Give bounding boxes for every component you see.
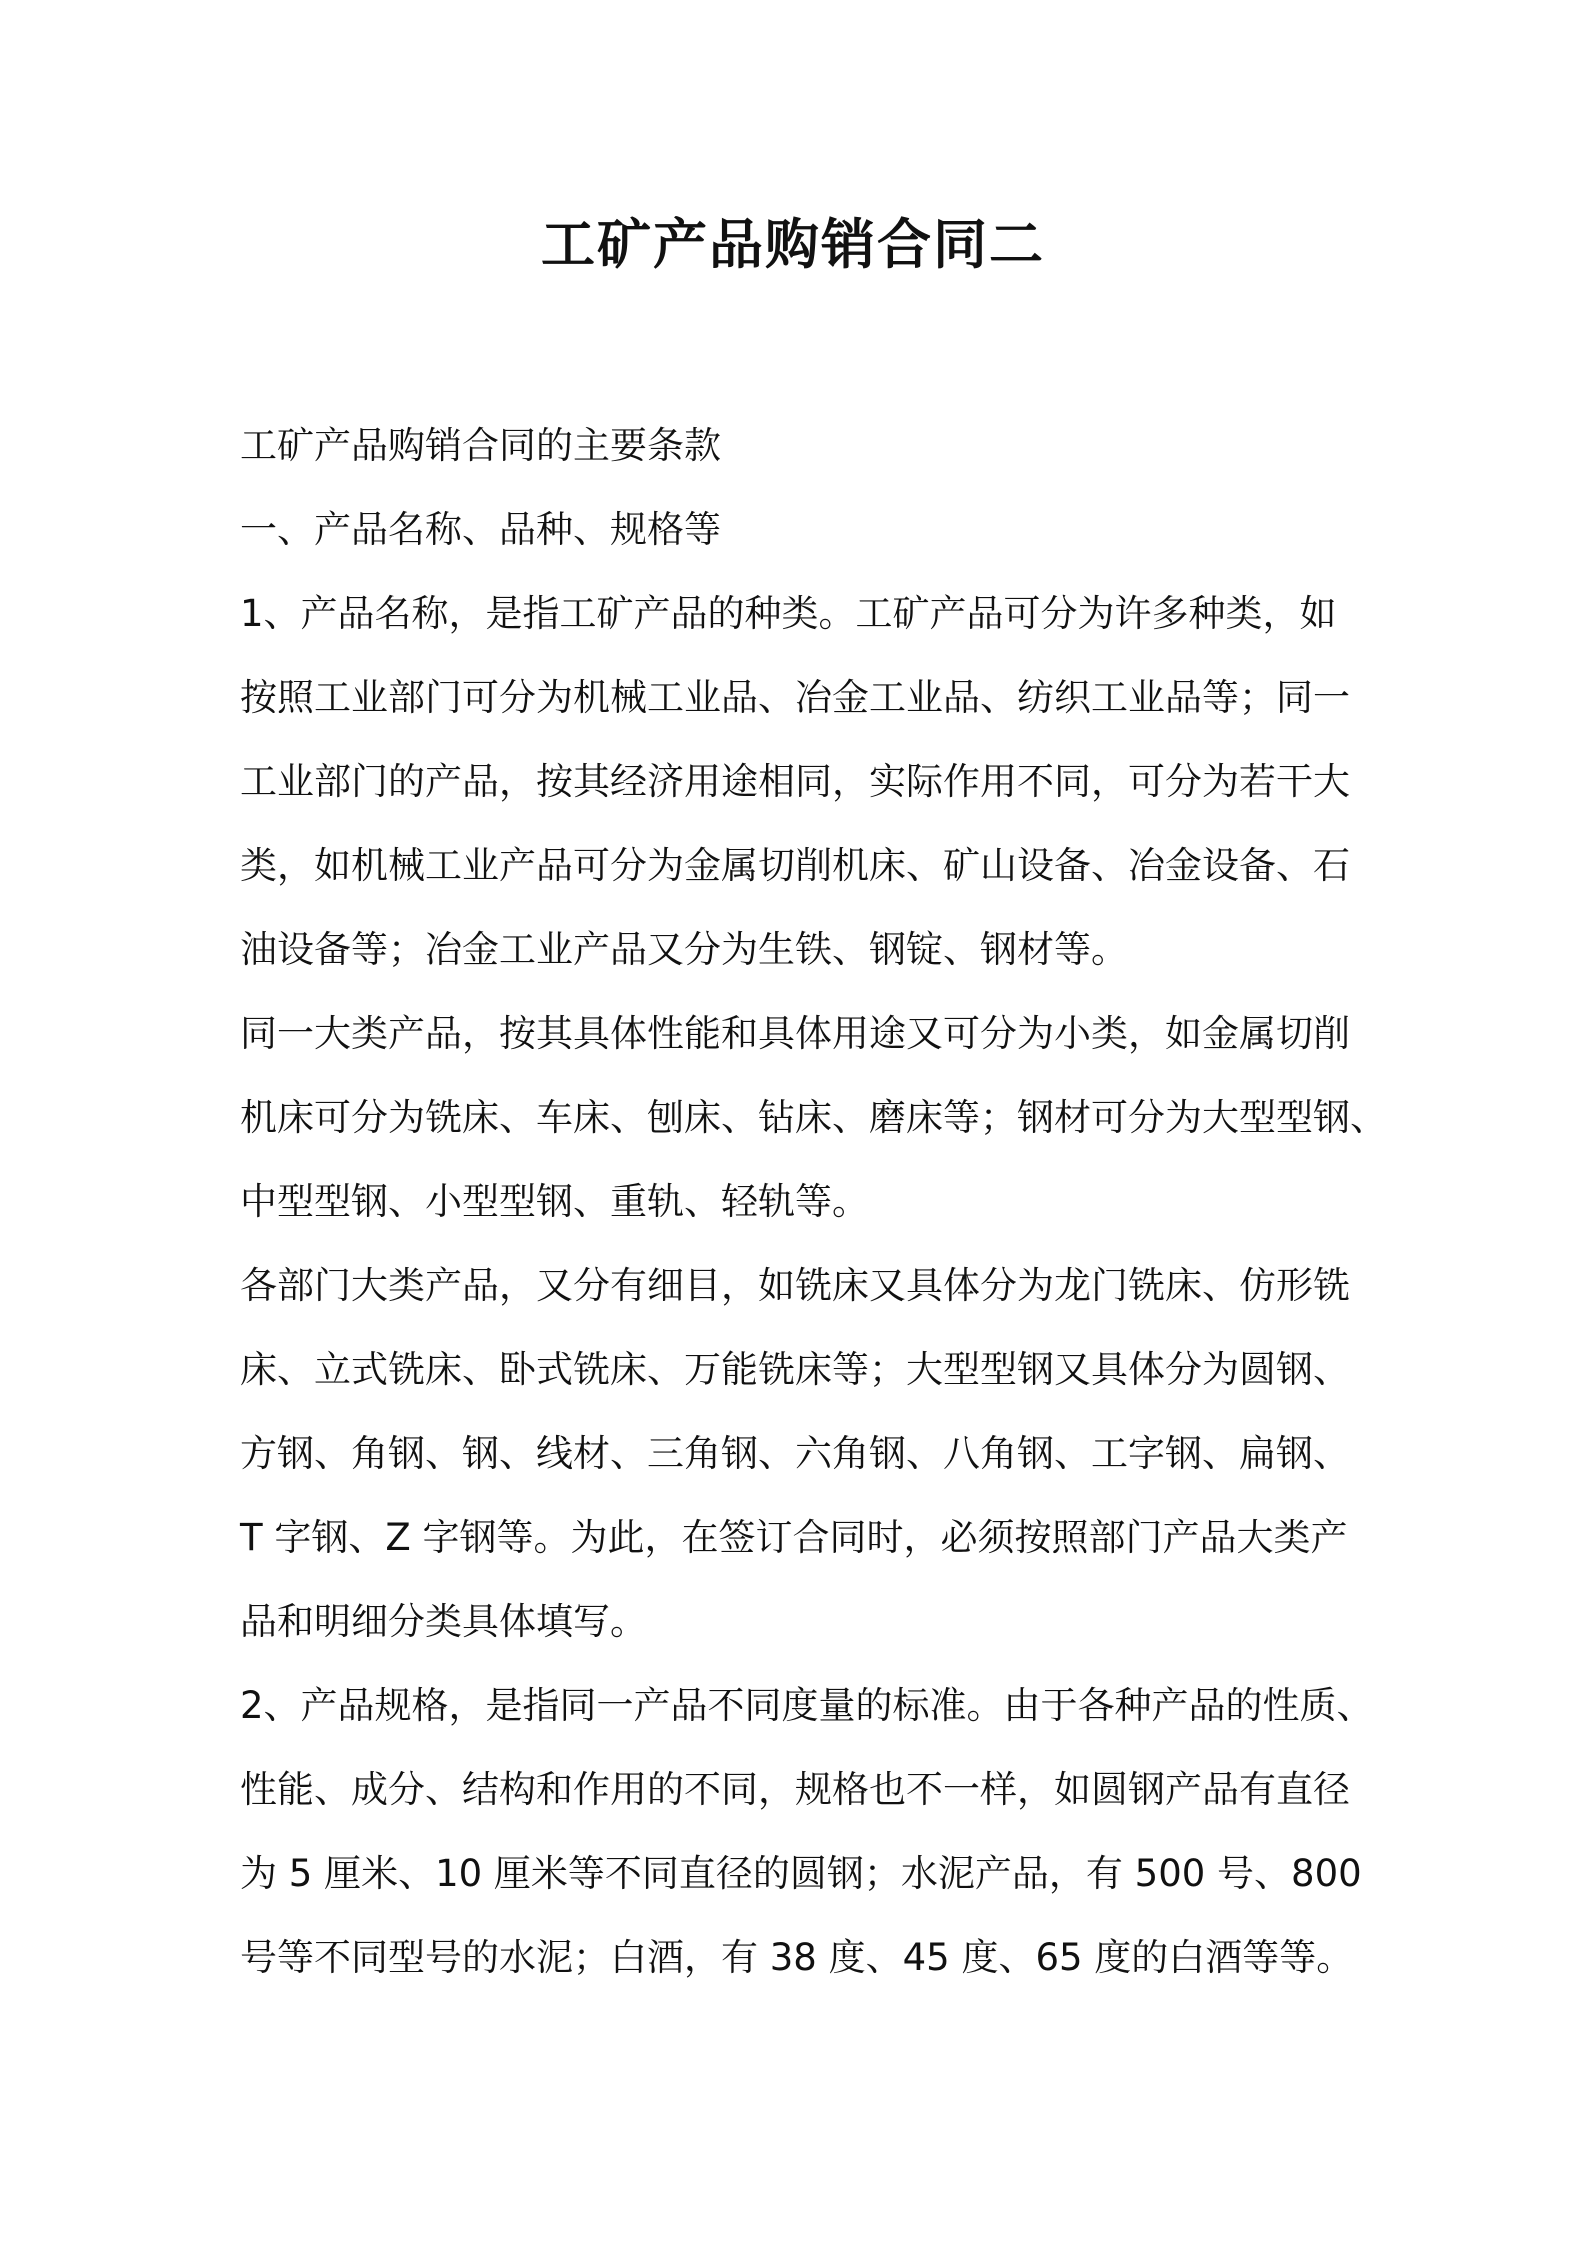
paragraph-line: 同一大类产品，按其具体性能和具体用途又可分为小类，如金属切削 <box>240 1012 1350 1055</box>
paragraph-line: 类，如机械工业产品可分为金属切削机床、矿山设备、冶金设备、石 <box>240 844 1350 887</box>
paragraph-line: 床、立式铣床、卧式铣床、万能铣床等；大型型钢又具体分为圆钢、 <box>240 1348 1350 1391</box>
section-heading: 工矿产品购销合同的主要条款 <box>240 424 721 467</box>
paragraph-line: 油设备等；冶金工业产品又分为生铁、钢锭、钢材等。 <box>240 928 1128 971</box>
paragraph-line: 性能、成分、结构和作用的不同，规格也不一样，如圆钢产品有直径 <box>240 1768 1350 1811</box>
paragraph-line: 按照工业部门可分为机械工业品、冶金工业品、纺织工业品等；同一 <box>240 676 1350 719</box>
document-body <box>240 404 1387 2000</box>
paragraph-line: T 字钢、Z 字钢等。为此，在签订合同时，必须按照部门产品大类产 <box>240 1516 1348 1559</box>
subsection-heading: 一、产品名称、品种、规格等 <box>240 508 721 551</box>
paragraph-line: 方钢、角钢、钢、线材、三角钢、六角钢、八角钢、工字钢、扁钢、 <box>240 1432 1350 1475</box>
paragraph-line: 各部门大类产品，又分有细目，如铣床又具体分为龙门铣床、仿形铣 <box>240 1264 1350 1307</box>
paragraph-line: 机床可分为铣床、车床、刨床、钻床、磨床等；钢材可分为大型型钢、 <box>240 1096 1387 1139</box>
paragraph-line: 品和明细分类具体填写。 <box>240 1600 647 1643</box>
paragraph-line: 号等不同型号的水泥；白酒，有 38 度、45 度、65 度的白酒等等。 <box>240 1936 1354 1979</box>
paragraph-line: 中型型钢、小型型钢、重轨、轻轨等。 <box>240 1180 869 1223</box>
paragraph-line: 为 5 厘米、10 厘米等不同直径的圆钢；水泥产品，有 500 号、800 <box>240 1852 1362 1895</box>
document-title: 工矿产品购销合同二 <box>541 213 1045 276</box>
paragraph-line: 2、产品规格，是指同一产品不同度量的标准。由于各种产品的性质、 <box>240 1684 1374 1727</box>
paragraph-line: 1、产品名称，是指工矿产品的种类。工矿产品可分为许多种类，如 <box>240 592 1337 635</box>
paragraph-line: 工业部门的产品，按其经济用途相同，实际作用不同，可分为若干大 <box>240 760 1350 803</box>
